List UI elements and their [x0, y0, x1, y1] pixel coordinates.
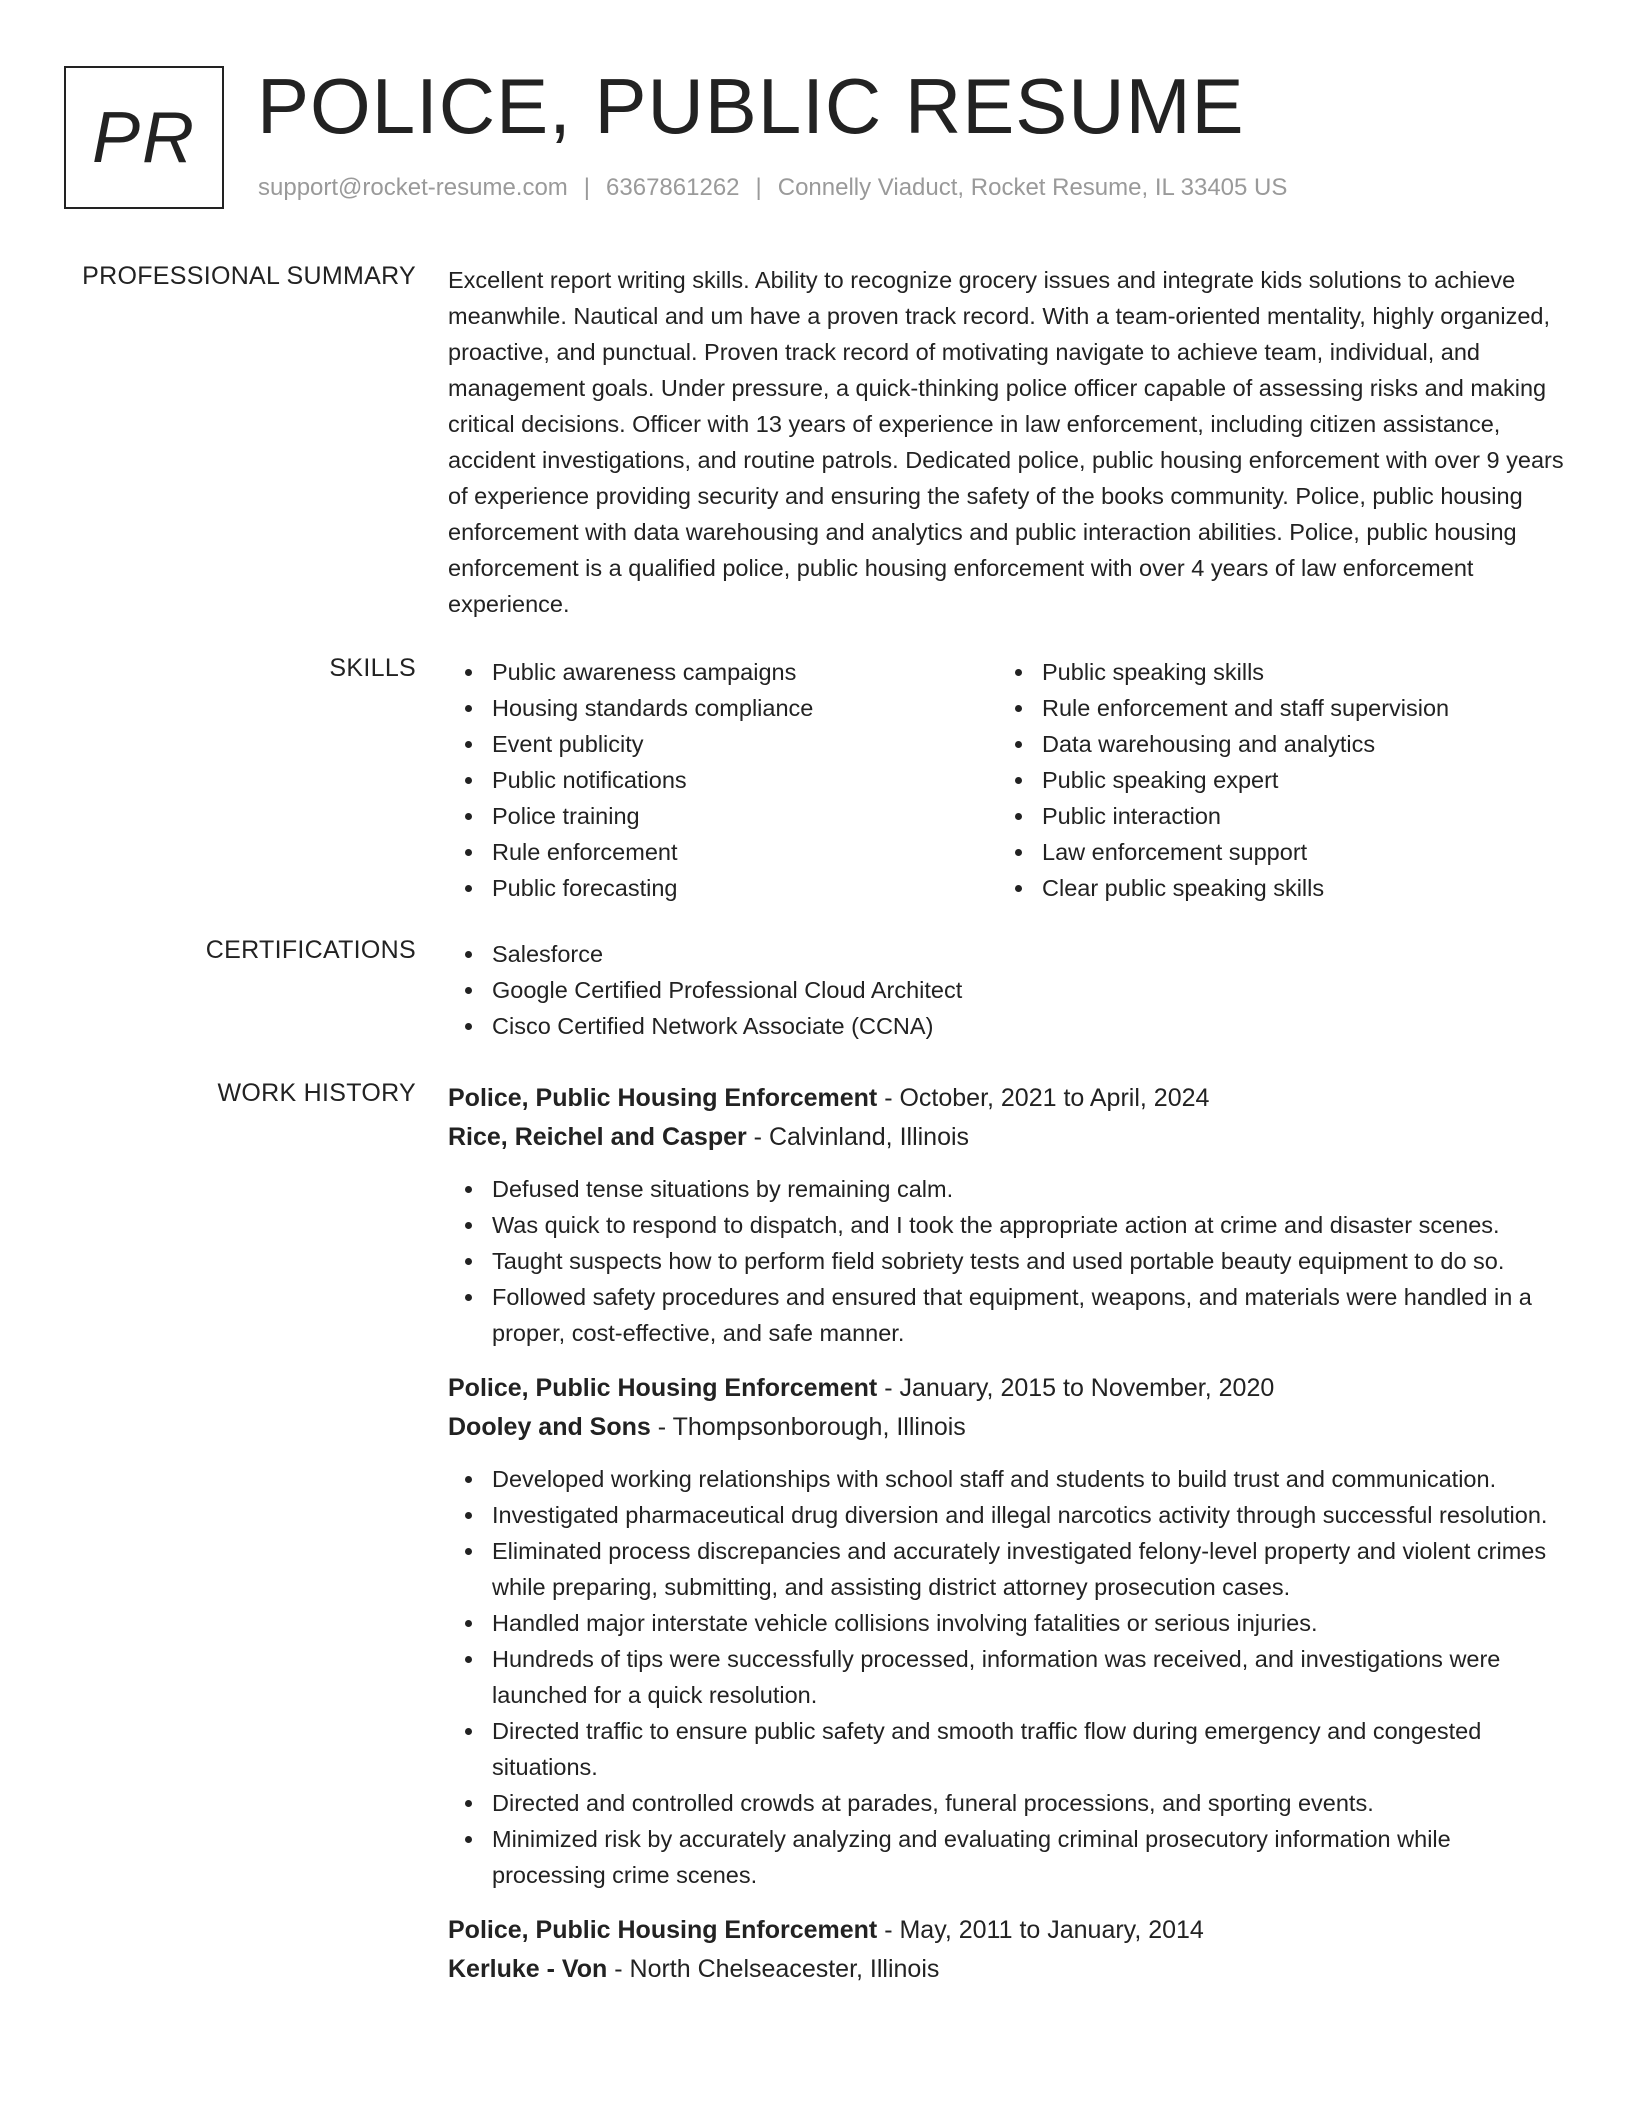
job-company: Dooley and Sons [448, 1413, 651, 1441]
skill-item: Housing standards compliance [448, 690, 998, 726]
job-dates: - October, 2021 to April, 2024 [877, 1084, 1210, 1112]
job-bullet: Minimized risk by accurately analyzing and evaluating criminal prosecutory information while processing crime scenes. [448, 1821, 1568, 1893]
skill-item: Public speaking skills [998, 654, 1548, 690]
job-entry [448, 1079, 1568, 1351]
job-bullet: Developed working relationships with school staff and students to build trust and communication. [448, 1461, 1568, 1497]
skill-item: Event publicity [448, 726, 998, 762]
job-title-line [448, 1079, 1568, 1118]
contact-phone: 6367861262 [606, 174, 740, 201]
skill-item: Data warehousing and analytics [998, 726, 1548, 762]
contact-line [258, 174, 1287, 202]
skill-item: Public forecasting [448, 870, 998, 906]
skill-item: Public notifications [448, 762, 998, 798]
job-title: Police, Public Housing Enforcement [448, 1084, 878, 1112]
resume-header [64, 62, 1568, 216]
contact-separator: | [583, 174, 591, 201]
job-bullet: Handled major interstate vehicle collisions involving fatalities or serious injuries. [448, 1605, 1568, 1641]
job-dates: - January, 2015 to November, 2020 [877, 1374, 1275, 1402]
skill-item: Rule enforcement and staff supervision [998, 690, 1548, 726]
job-bullet: Eliminated process discrepancies and accurately investigated felony-level property and violent crimes while preparing, submitting, and assisting district attorney prosecution cases. [448, 1533, 1568, 1605]
job-bullet: Directed traffic to ensure public safety and smooth traffic flow during emergency and congested situations. [448, 1713, 1568, 1785]
job-entry [448, 1911, 1568, 1989]
job-bullet: Taught suspects how to perform field sobriety tests and used portable beauty equipment to do so. [448, 1243, 1568, 1279]
certification-item: Salesforce [448, 936, 1568, 972]
skill-item: Law enforcement support [998, 834, 1548, 870]
section-label-summary: PROFESSIONAL SUMMARY [82, 262, 416, 290]
contact-email: support@rocket-resume.com [258, 174, 568, 201]
certification-item: Cisco Certified Network Associate (CCNA) [448, 1008, 1568, 1044]
job-company-line [448, 1408, 1568, 1447]
job-location: - North Chelseacester, Illinois [607, 1955, 940, 1983]
skill-item: Public awareness campaigns [448, 654, 998, 690]
job-location: - Calvinland, Illinois [746, 1123, 970, 1151]
job-title: Police, Public Housing Enforcement [448, 1916, 878, 1944]
job-title-line [448, 1369, 1568, 1408]
monogram-logo: PR [64, 66, 224, 209]
skills-list-left [448, 654, 998, 906]
job-bullet: Followed safety procedures and ensured that equipment, weapons, and materials were handled in a proper, cost-effective, and safe manner. [448, 1279, 1568, 1351]
job-company: Rice, Reichel and Casper [448, 1123, 747, 1151]
section-label-skills: SKILLS [329, 654, 416, 682]
certification-item: Google Certified Professional Cloud Architect [448, 972, 1568, 1008]
job-title: Police, Public Housing Enforcement [448, 1374, 878, 1402]
section-label-certifications: CERTIFICATIONS [205, 936, 416, 964]
job-bullet: Directed and controlled crowds at parades, funeral processions, and sporting events. [448, 1785, 1568, 1821]
certifications-list [448, 936, 1568, 1044]
job-company: Kerluke - Von [448, 1955, 608, 1983]
skill-item: Public speaking expert [998, 762, 1548, 798]
skills-list-right [998, 654, 1548, 906]
job-bullet: Defused tense situations by remaining calm. [448, 1171, 1568, 1207]
contact-address: Connelly Viaduct, Rocket Resume, IL 33405 US [777, 174, 1288, 201]
job-location: - Thompsonborough, Illinois [650, 1413, 966, 1441]
job-dates: - May, 2011 to January, 2014 [877, 1916, 1204, 1944]
section-label-work: WORK HISTORY [217, 1079, 416, 1107]
job-bullet: Was quick to respond to dispatch, and I took the appropriate action at crime and disaster scenes. [448, 1207, 1568, 1243]
job-company-line [448, 1950, 1568, 1989]
contact-separator: | [755, 174, 762, 201]
summary-text: Excellent report writing skills. Ability to recognize grocery issues and integrate kids solutions to achieve meanwhile. Nautical and um have a proven track record. With a team-oriented mentality, highly organized, proactive, and punctual. Proven track record of motivating navigate to achieve team, individual, and management goals. Under pressure, a quick-thinking police officer capable of assessing risks and making critical decisions. Officer with 13 years of experience in law enforcement, including citizen assistance, accident investigations, and routine patrols. Dedicated police, public housing enforcement with over 9 years of experience providing security and ensuring the safety of the books community. Police, public housing enforcement with data warehousing and analytics and public interaction abilities. Police, public housing enforcement is a qualified police, public housing enforcement with over 4 years of law enforcement experience. [448, 267, 1564, 617]
job-bullet: Hundreds of tips were successfully processed, information was received, and investigations were launched for a quick resolution. [448, 1641, 1568, 1713]
job-title-line [448, 1911, 1568, 1950]
skill-item: Police training [448, 798, 998, 834]
job-bullets [448, 1461, 1568, 1893]
skill-item: Rule enforcement [448, 834, 998, 870]
job-bullet: Investigated pharmaceutical drug diversion and illegal narcotics activity through successful resolution. [448, 1497, 1568, 1533]
skill-item: Clear public speaking skills [998, 870, 1548, 906]
job-company-line [448, 1118, 1568, 1157]
job-bullets [448, 1171, 1568, 1351]
job-entry [448, 1369, 1568, 1893]
skill-item: Public interaction [998, 798, 1548, 834]
resume-title: POLICE, PUBLIC RESUME [257, 62, 1245, 150]
